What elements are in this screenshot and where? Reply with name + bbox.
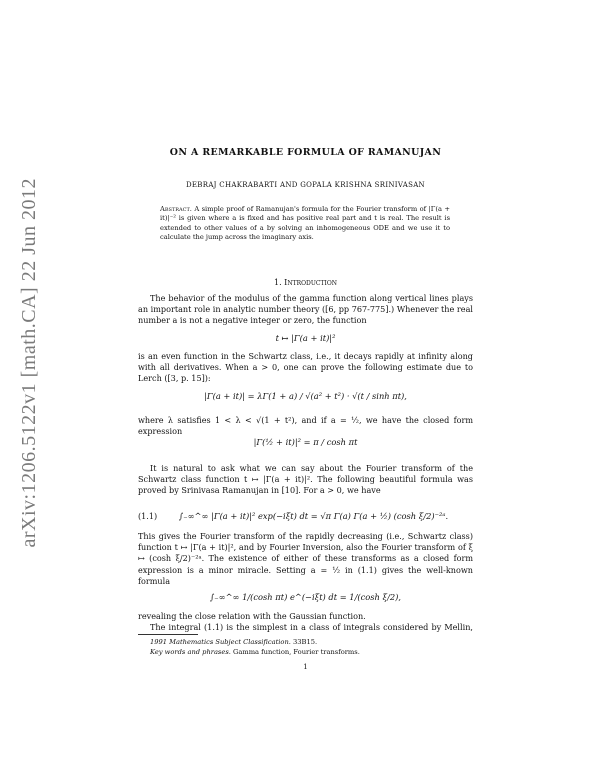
abstract-label: Abstract. [160,205,192,213]
paragraph-7: The integral (1.1) is the simplest in a class of integrals considered by Mellin, [150,622,473,632]
footnote-keywords-value: Gamma function, Fourier transforms. [233,648,360,656]
paragraph-6: revealing the close relation with the Gaussian function. [138,611,366,621]
paragraph-5: This gives the Fourier transform of the rapidly decreasing (i.e., Schwartz class) function t ↦ |Γ(a + it)|², and by Fourier Inversion, also the Fourier transform of ξ ↦ (cosh ξ/2)⁻²ᵃ. The existence of either of these transforms as a closed form expression is a minor miracle. Setting a = ½ in (1.1) gives the well-known formula [138,531,473,586]
paragraph-2: is an even function in the Schwartz class, i.e., it decays rapidly at infinity along with all derivatives. When a > 0, one can prove the following estimate due to Lerch ([3, p. 15]): [138,351,473,384]
paragraph-1: The behavior of the modulus of the gamma function along vertical lines plays an important role in analytic number theory ([6, pp 767-775].) Whenever the real number a is not a negative integer or zero, the function [138,293,473,326]
abstract-text: A simple proof of Ramanujan's formula for the Fourier transform of |Γ(a + it)|⁻² is given where a is fixed and has positive real part and t is real. The result is extended to other values of a by solving an inhomogeneous ODE and we use it to calculate the jump across the imaginary axis. [160,205,450,242]
abstract [160,205,450,243]
equation-main: ∫₋∞^∞ |Γ(a + it)|² exp(−iξt) dt = √π Γ(a) Γ(a + ½) (cosh ξ/2)⁻²ᵃ. [178,511,449,521]
footnote-rule [138,634,198,635]
paper-title: ON A REMARKABLE FORMULA OF RAMANUJAN [169,147,442,158]
footnote-msc [150,638,317,647]
equation-half: |Γ(½ + it)|² = π / cosh πt [253,437,358,447]
equation-lerch: |Γ(a + it)| = λΓ(1 + a) / √(a² + t²) · √(t / sinh πt), [204,391,407,401]
footnote-msc-label: 1991 Mathematics Subject Classification. [150,638,291,646]
equation-label: (1.1) [138,511,158,521]
footnote-keywords [150,648,360,657]
equation-gauss: ∫₋∞^∞ 1/(cosh πt) e^(−iξt) dt = 1/(cosh ξ/2), [209,592,402,602]
section-heading: 1. Introduction [273,278,338,287]
equation-map: t ↦ |Γ(a + it)|² [275,333,336,343]
paper-authors: DEBRAJ CHAKRABARTI AND GOPALA KRISHNA SRINIVASAN [185,181,425,189]
page-number: 1 [303,663,308,671]
footnote-keywords-label: Key words and phrases. [150,648,231,656]
paragraph-4: It is natural to ask what we can say about the Fourier transform of the Schwartz class function t ↦ |Γ(a + it)|². The following beautiful formula was proved by Srinivasa Ramanujan in [10]. For a > 0, we have [138,463,473,496]
footnote-msc-value: 33B15. [293,638,318,646]
paragraph-3: where λ satisfies 1 < λ < √(1 + t²), and if a = ½, we have the closed form expression [138,415,473,437]
arxiv-side-label: arXiv:1206.5122v1 [math.CA] 22 Jun 2012 [18,178,40,548]
